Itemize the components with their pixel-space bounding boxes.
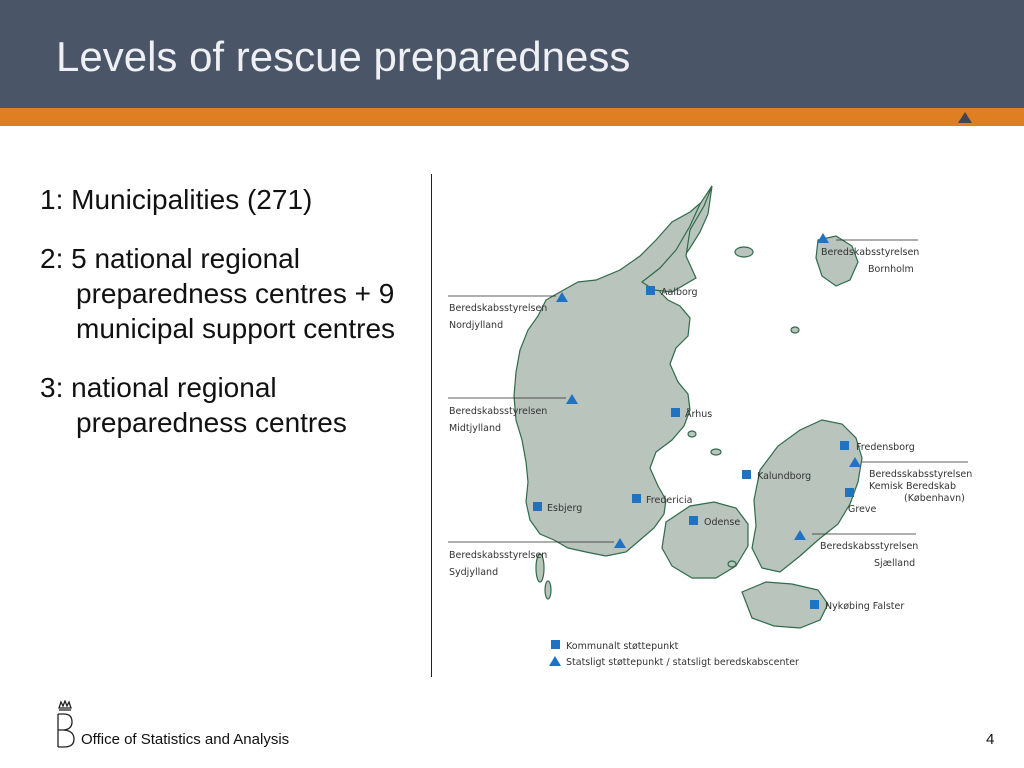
- city-label: Fredericia: [646, 495, 693, 506]
- page-number: 4: [986, 731, 995, 748]
- region-label: Midtjylland: [449, 423, 502, 434]
- bullet-national-centres: 3: national regional preparedness centres: [40, 372, 347, 438]
- legend-triangle-label: Statsligt støttepunkt / statsligt beredskabscenter: [566, 657, 799, 668]
- legend-square-icon: [551, 640, 560, 649]
- region-label: Nordjylland: [449, 320, 504, 331]
- square-marker-odense: [689, 516, 698, 525]
- region-label: Kemisk Beredskab: [869, 481, 957, 492]
- vertical-divider: [431, 174, 432, 677]
- square-marker-aalborg: [646, 286, 655, 295]
- triangle-icon: [958, 112, 972, 123]
- square-marker-esbjerg: [533, 502, 542, 511]
- legend-triangle-icon: [549, 656, 561, 666]
- bullet-list: [40, 182, 430, 464]
- square-marker-fredericia: [632, 494, 641, 503]
- city-label: Esbjerg: [547, 503, 583, 514]
- accent-bar: [0, 108, 1024, 126]
- header-bar: [0, 0, 1024, 108]
- city-label: Odense: [704, 517, 741, 528]
- bullet-national-regional: 2: 5 national regional preparedness centres + 9 municipal support centres: [40, 243, 396, 344]
- footer-org: Office of Statistics and Analysis: [81, 731, 290, 748]
- square-marker-arhus: [671, 408, 680, 417]
- region-label: Beredskabsstyrelsen: [449, 550, 548, 561]
- region-label: Beredskabsstyrelsen: [821, 247, 920, 258]
- slide-title: Levels of rescue preparedness: [56, 33, 631, 80]
- city-label: Fredensborg: [856, 442, 915, 453]
- bullet-municipalities: 1: Municipalities (271): [40, 184, 313, 215]
- region-label: Beredskabsstyrelsen: [449, 406, 548, 417]
- city-label: Kalundborg: [757, 471, 812, 482]
- square-marker-nykobing: [810, 600, 819, 609]
- land: [514, 186, 862, 628]
- square-marker-greve: [845, 488, 854, 497]
- legend-square-label: Kommunalt støttepunkt: [566, 641, 679, 652]
- bornholm: [816, 236, 858, 286]
- region-label: Beredskabsstyrelsen: [820, 541, 919, 552]
- city-label: Århus: [685, 409, 713, 420]
- region-label: Beredsskabsstyrelsen: [869, 469, 973, 480]
- square-marker-fredensborg: [840, 441, 849, 450]
- denmark-map: [440, 180, 980, 670]
- city-label: Nykøbing Falster: [825, 601, 905, 612]
- square-marker-kalundborg: [742, 470, 751, 479]
- city-label: Greve: [848, 504, 877, 515]
- map-legend: [549, 640, 799, 668]
- region-label: Sydjylland: [449, 567, 499, 578]
- crown-logo-icon: [52, 700, 78, 750]
- region-label: (København): [904, 493, 965, 504]
- city-label: Aalborg: [661, 287, 698, 298]
- region-label: Beredskabsstyrelsen: [449, 303, 548, 314]
- region-label: Bornholm: [868, 264, 914, 275]
- region-label: Sjælland: [874, 558, 916, 569]
